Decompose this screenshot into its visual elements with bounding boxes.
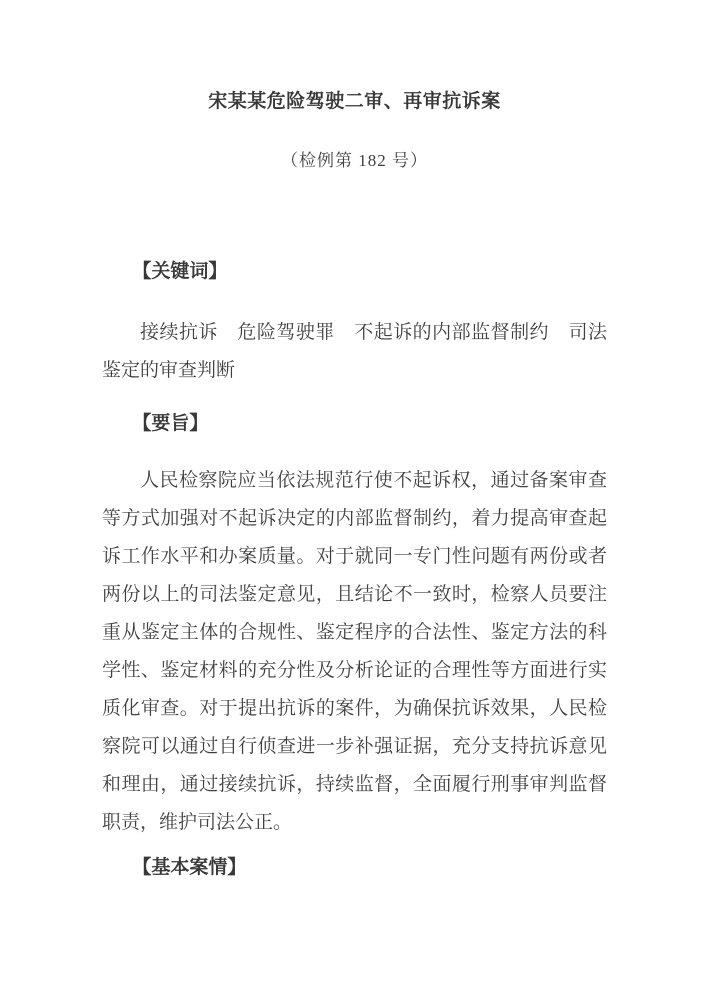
keywords-text: 接续抗诉 危险驾驶罪 不起诉的内部监督制约 司法鉴定的审查判断 bbox=[102, 322, 607, 381]
case-number: （检例第 182 号） bbox=[281, 151, 428, 170]
section-heading-keywords: 【关键词】 bbox=[132, 261, 228, 282]
document-title: 宋某某危险驾驶二审、再审抗诉案 bbox=[208, 91, 501, 112]
section-heading-abstract: 【要旨】 bbox=[132, 413, 209, 434]
abstract-text: 人民检察院应当依法规范行使不起诉权，通过备案审查等方式加强对不起诉决定的内部监督制约，着力提高审查起诉工作水平和办案质量。对于就同一专门性问题有两份或者两份以上的司法鉴定意见，且结论不一致时，检察人员要注重从鉴定主体的合规性、鉴定程序的合法性、鉴定方法的科学性、鉴定材料的充分性及分析论证的合理性等方面进行实质化审查。对于提出抗诉的案件，为确保抗诉效果，人民检察院可以通过自行侦查进一步补强证据，充分支持抗诉意见和理由，通过接续抗诉，持续监督，全面履行刑事审判监督职责，维护司法公正。 bbox=[102, 470, 607, 833]
section-heading-basic-facts: 【基本案情】 bbox=[132, 857, 247, 878]
